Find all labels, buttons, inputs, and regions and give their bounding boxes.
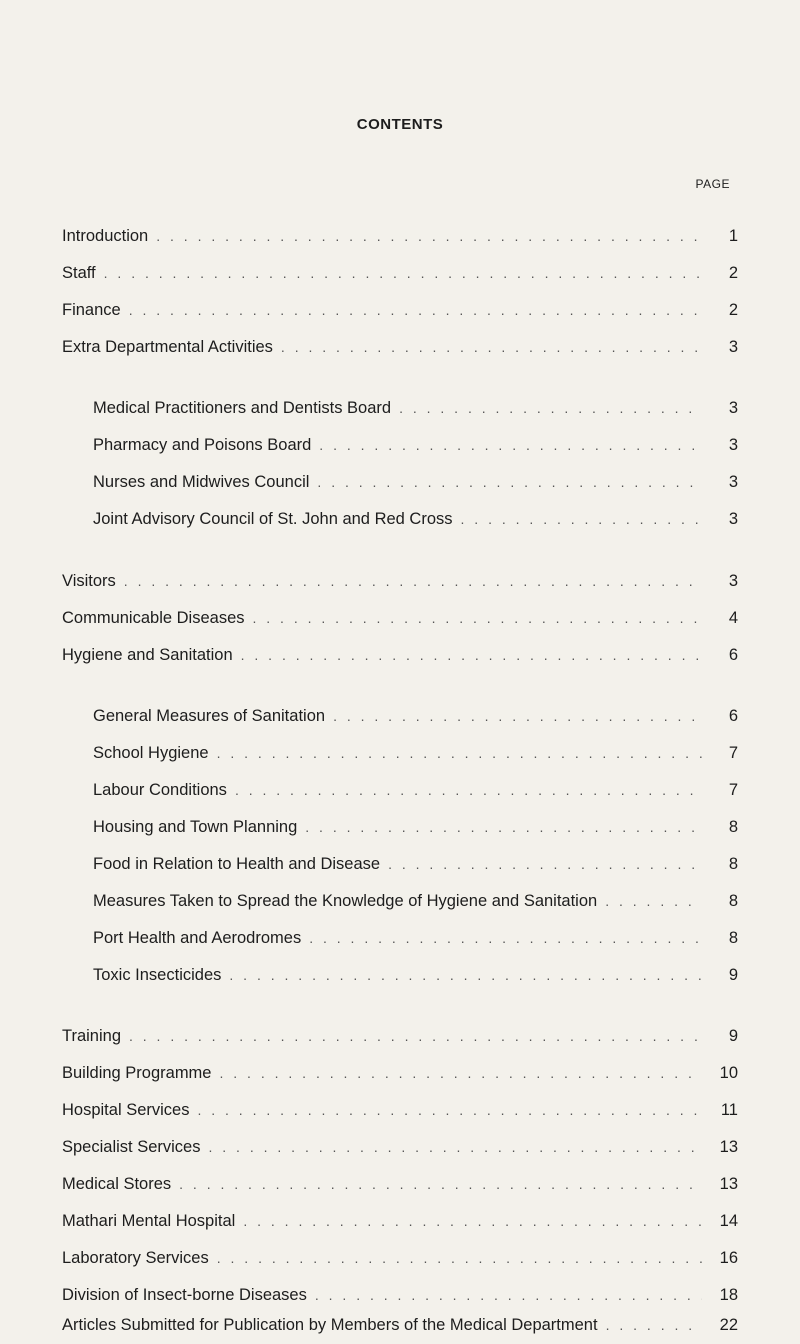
toc-entry-title: Medical Practitioners and Dentists Board xyxy=(93,399,392,417)
dot-leader xyxy=(129,300,702,320)
toc-entry xyxy=(93,706,738,726)
toc-entry-page: 2 xyxy=(728,301,738,319)
toc-entry-page: 3 xyxy=(728,436,738,454)
toc-entry-page: 10 xyxy=(719,1064,738,1082)
toc-entry-page: 16 xyxy=(719,1249,738,1267)
toc-entry-title: Labour Conditions xyxy=(93,781,227,799)
dot-leader xyxy=(319,435,702,455)
dot-leader xyxy=(243,1211,702,1231)
toc-entry-title: Housing and Town Planning xyxy=(93,818,298,836)
toc-entry-title: Laboratory Services xyxy=(62,1249,209,1267)
toc-entry-title: Finance xyxy=(62,301,121,319)
toc-entry-title: Food in Relation to Health and Disease xyxy=(93,855,381,873)
toc-entry-page: 8 xyxy=(728,929,738,947)
toc-entry-page: 8 xyxy=(728,855,738,873)
toc-entry xyxy=(62,1211,738,1231)
toc-entry xyxy=(93,854,738,874)
toc-entry-page: 8 xyxy=(728,892,738,910)
toc-entry xyxy=(62,1137,738,1157)
toc-entry-title: Specialist Services xyxy=(62,1138,201,1156)
dot-leader xyxy=(179,1174,702,1194)
toc-entry xyxy=(93,435,738,455)
dot-leader xyxy=(305,817,702,837)
toc-entry-page: 8 xyxy=(728,818,738,836)
toc-entry-page: 2 xyxy=(728,264,738,282)
toc-entry-page: 3 xyxy=(728,399,738,417)
toc-entry-title: Training xyxy=(62,1027,121,1045)
toc-entry-title: Visitors xyxy=(62,572,116,590)
toc-entry-title: Staff xyxy=(62,264,96,282)
toc-entry-title: Port Health and Aerodromes xyxy=(93,929,302,947)
dot-leader xyxy=(388,854,702,874)
toc-entry-page: 3 xyxy=(728,338,738,356)
toc-entry xyxy=(62,1285,738,1305)
toc-entry xyxy=(62,1315,738,1335)
toc-entry-page: 13 xyxy=(719,1138,738,1156)
dot-leader xyxy=(317,472,702,492)
toc-entry xyxy=(62,263,738,283)
toc-entry-title: Medical Stores xyxy=(62,1175,172,1193)
toc-entry-title: Extra Departmental Activities xyxy=(62,338,273,356)
toc-entry-page: 1 xyxy=(728,227,738,245)
dot-leader xyxy=(217,1248,702,1268)
dot-leader xyxy=(253,608,703,628)
toc-entry-page: 14 xyxy=(719,1212,738,1230)
toc-entry-title: Division of Insect-borne Diseases xyxy=(62,1286,307,1304)
dot-leader xyxy=(197,1100,702,1120)
toc-entry-title: Toxic Insecticides xyxy=(93,966,222,984)
toc-entry-page: 3 xyxy=(728,510,738,528)
dot-leader xyxy=(129,1026,702,1046)
toc-entry-title: Joint Advisory Council of St. John and Red Cross xyxy=(93,510,453,528)
toc-entry xyxy=(93,780,738,800)
dot-leader xyxy=(605,891,702,911)
dot-leader xyxy=(315,1285,702,1305)
page-column-label: PAGE xyxy=(695,177,730,191)
toc-entry-page: 9 xyxy=(728,1027,738,1045)
toc-entry-title: Communicable Diseases xyxy=(62,609,245,627)
contents-title: CONTENTS xyxy=(356,116,444,133)
toc-entry xyxy=(62,226,738,246)
toc-entry-page: 18 xyxy=(719,1286,738,1304)
toc-entry-page: 4 xyxy=(728,609,738,627)
dot-leader xyxy=(219,1063,702,1083)
toc-entry xyxy=(62,645,738,665)
toc-entry-title: Mathari Mental Hospital xyxy=(62,1212,236,1230)
toc-entry xyxy=(93,965,738,985)
toc-entry-title: Measures Taken to Spread the Knowledge of Hygiene and Sanitation xyxy=(93,892,598,910)
toc-entry-page: 22 xyxy=(719,1316,738,1334)
toc-entry-page: 13 xyxy=(719,1175,738,1193)
toc-entry xyxy=(93,743,738,763)
toc-entry-title: Nurses and Midwives Council xyxy=(93,473,310,491)
dot-leader xyxy=(229,965,702,985)
toc-entry xyxy=(62,1063,738,1083)
toc-entry xyxy=(93,472,738,492)
toc-entry-page: 6 xyxy=(728,646,738,664)
toc-entry xyxy=(62,1248,738,1268)
dot-leader xyxy=(217,743,702,763)
toc-entry-page: 9 xyxy=(728,966,738,984)
toc-entry xyxy=(93,509,738,529)
toc-entry xyxy=(62,1026,738,1046)
dot-leader xyxy=(309,928,702,948)
toc-entry-page: 11 xyxy=(720,1101,738,1119)
toc-entry-title: Building Programme xyxy=(62,1064,212,1082)
toc-entry xyxy=(93,817,738,837)
dot-leader xyxy=(333,706,702,726)
toc-entry-title: Introduction xyxy=(62,227,149,245)
toc-entry-page: 3 xyxy=(728,473,738,491)
toc-entry xyxy=(93,891,738,911)
dot-leader xyxy=(606,1315,702,1335)
toc-entry-title: Articles Submitted for Publication by Members of the Medical Department xyxy=(62,1316,598,1334)
toc-entry-title: Hospital Services xyxy=(62,1101,190,1119)
dot-leader xyxy=(124,571,702,591)
toc-entry xyxy=(93,398,738,418)
dot-leader xyxy=(156,226,702,246)
dot-leader xyxy=(241,645,702,665)
dot-leader xyxy=(235,780,702,800)
toc-entry-title: Pharmacy and Poisons Board xyxy=(93,436,312,454)
dot-leader xyxy=(399,398,702,418)
dot-leader xyxy=(461,509,702,529)
toc-entry-page: 6 xyxy=(728,707,738,725)
toc-entry xyxy=(62,571,738,591)
toc-entry xyxy=(62,608,738,628)
dot-leader xyxy=(208,1137,702,1157)
toc-entry-title: Hygiene and Sanitation xyxy=(62,646,233,664)
toc-entry xyxy=(62,1174,738,1194)
dot-leader xyxy=(104,263,702,283)
toc-entry xyxy=(93,928,738,948)
toc-entry xyxy=(62,300,738,320)
toc-entry xyxy=(62,337,738,357)
toc-entry-title: General Measures of Sanitation xyxy=(93,707,326,725)
dot-leader xyxy=(281,337,702,357)
toc-entry-page: 7 xyxy=(728,781,738,799)
toc-entry-page: 7 xyxy=(728,744,738,762)
toc-entry-page: 3 xyxy=(728,572,738,590)
toc-entry-title: School Hygiene xyxy=(93,744,209,762)
toc-entry xyxy=(62,1100,738,1120)
